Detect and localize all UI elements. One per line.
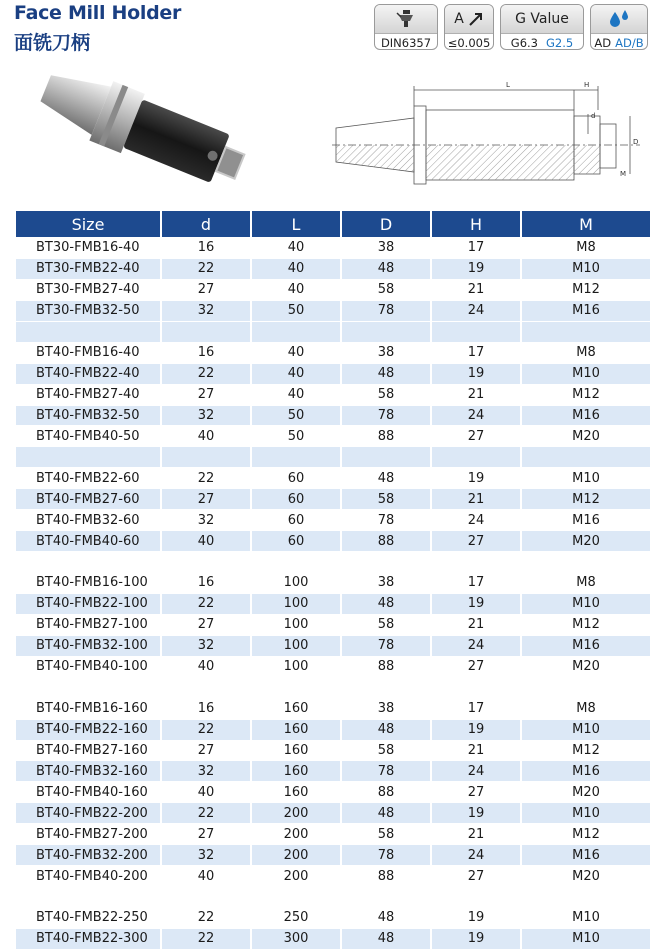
table-cell: BT30-FMB22-40 (16, 259, 160, 279)
table-cell: M16 (522, 761, 650, 781)
table-row (16, 761, 650, 781)
table-row (16, 385, 650, 405)
table-cell: BT30-FMB27-40 (36, 282, 140, 298)
table-cell: 21 (432, 489, 520, 509)
table-cell: M16 (522, 636, 650, 656)
table-row (16, 510, 650, 530)
table-row (16, 573, 650, 593)
table-cell: M10 (522, 594, 650, 614)
drawing-label-h: H (584, 81, 590, 89)
table-cell: 48 (342, 259, 430, 279)
table-cell: M8 (576, 345, 596, 361)
table-row (16, 594, 650, 614)
table-cell: M12 (572, 742, 600, 758)
table-cell: BT40-FMB32-50 (16, 406, 160, 426)
table-cell: 22 (162, 364, 250, 384)
table-cell: 22 (162, 259, 250, 279)
table-row (16, 741, 650, 761)
table-row (16, 280, 650, 300)
table-cell: 32 (197, 512, 215, 528)
table-cell: BT40-FMB22-160 (16, 720, 160, 740)
table-cell: 21 (467, 826, 485, 842)
table-cell: 100 (283, 617, 309, 633)
product-photo (28, 58, 260, 198)
table-cell: M12 (522, 489, 650, 509)
table-cell: BT40-FMB32-100 (16, 636, 160, 656)
table-cell: 24 (432, 406, 520, 426)
size-table (14, 210, 652, 950)
table-cell: M12 (572, 826, 600, 842)
table-cell: BT40-FMB22-100 (16, 594, 160, 614)
group-separator-row (16, 678, 650, 698)
table-cell: 19 (432, 594, 520, 614)
table-cell: M20 (572, 659, 600, 675)
table-cell: 27 (467, 428, 485, 444)
table-cell: 100 (283, 575, 309, 591)
table-cell: 24 (467, 512, 485, 528)
table-cell: BT40-FMB32-160 (16, 761, 160, 781)
table-cell: 19 (467, 910, 485, 926)
table-cell: BT30-FMB16-40 (36, 240, 140, 256)
table-cell: 16 (197, 575, 215, 591)
table-cell: BT40-FMB22-60 (36, 470, 140, 486)
table-cell: 27 (197, 617, 215, 633)
table-cell: M20 (522, 531, 650, 551)
table-cell: 60 (287, 512, 305, 528)
table-cell: 160 (283, 784, 309, 800)
table-cell: BT40-FMB40-200 (36, 868, 148, 884)
table-cell: 48 (377, 910, 395, 926)
table-cell: 78 (342, 406, 430, 426)
table-cell: M10 (572, 470, 600, 486)
table-cell: 200 (252, 845, 340, 865)
spec-balance (500, 4, 584, 50)
table-row (16, 699, 650, 719)
table-cell: 48 (342, 803, 430, 823)
table-cell: 40 (197, 868, 215, 884)
table-row (16, 636, 650, 656)
group-separator-row (16, 887, 650, 907)
table-cell: 100 (283, 659, 309, 675)
spec-accuracy-value: ≤0.005 (447, 35, 491, 50)
table-cell: M12 (572, 387, 600, 403)
spec-coolant-alt: AD/B (615, 35, 644, 50)
table-cell: 160 (252, 720, 340, 740)
table-cell: 22 (162, 929, 250, 949)
table-cell: M8 (576, 240, 596, 256)
table-row (16, 406, 650, 426)
group-separator-row (16, 322, 650, 342)
table-header (16, 211, 650, 237)
table-cell: 50 (252, 406, 340, 426)
table-cell: 32 (162, 845, 250, 865)
table-cell: 200 (252, 803, 340, 823)
table-cell: 24 (432, 845, 520, 865)
table-cell: M10 (522, 720, 650, 740)
table-cell: 38 (377, 701, 395, 717)
table-row (16, 259, 650, 279)
table-cell: 38 (377, 240, 395, 256)
runout-arrow-icon (468, 11, 484, 27)
table-row (16, 782, 650, 802)
table-row (16, 720, 650, 740)
table-cell: M20 (572, 868, 600, 884)
table-cell: 16 (197, 701, 215, 717)
table-cell: 78 (342, 761, 430, 781)
table-cell: 200 (283, 868, 309, 884)
table-cell: 58 (342, 489, 430, 509)
table-row (16, 238, 650, 258)
table-cell: 32 (162, 301, 250, 321)
table-cell: 24 (432, 636, 520, 656)
table-cell: 78 (342, 636, 430, 656)
table-row (16, 657, 650, 677)
table-cell: BT40-FMB40-50 (36, 428, 140, 444)
table-cell: 78 (342, 845, 430, 865)
table-cell: 48 (342, 594, 430, 614)
table-cell: 22 (162, 720, 250, 740)
table-cell: M10 (522, 803, 650, 823)
table-cell: BT40-FMB27-60 (16, 489, 160, 509)
table-cell: M16 (522, 406, 650, 426)
table-cell: 27 (197, 387, 215, 403)
table-cell: 40 (252, 259, 340, 279)
technical-drawing (330, 76, 642, 194)
table-cell: 38 (377, 345, 395, 361)
table-row (16, 468, 650, 488)
table-cell: M8 (576, 701, 596, 717)
table-cell: 19 (432, 259, 520, 279)
table-cell: 40 (287, 345, 305, 361)
table-cell: 50 (287, 428, 305, 444)
group-separator-row (16, 447, 650, 467)
col-d: d (162, 211, 250, 237)
table-cell: BT40-FMB32-200 (16, 845, 160, 865)
table-cell: 40 (252, 364, 340, 384)
table-cell: 16 (197, 240, 215, 256)
table-cell: 88 (342, 531, 430, 551)
table-cell: M8 (576, 575, 596, 591)
table-cell: 160 (283, 742, 309, 758)
col-big-d: D (342, 211, 430, 237)
table-cell: BT40-FMB32-60 (36, 512, 140, 528)
table-cell: 19 (432, 929, 520, 949)
table-cell: M10 (522, 364, 650, 384)
spec-coolant-value: AD (594, 35, 612, 50)
table-cell: 50 (252, 301, 340, 321)
table-cell: M12 (572, 282, 600, 298)
table-cell: 48 (342, 364, 430, 384)
table-row (16, 824, 650, 844)
col-h: H (432, 211, 520, 237)
table-cell: 38 (377, 575, 395, 591)
table-cell: BT40-FMB40-160 (36, 784, 148, 800)
table-cell: 48 (377, 470, 395, 486)
coolant-drops-icon (607, 9, 631, 29)
table-cell: 58 (377, 282, 395, 298)
table-cell: 88 (377, 428, 395, 444)
table-row (16, 426, 650, 446)
table-cell: 27 (467, 784, 485, 800)
table-body (16, 238, 650, 949)
table-cell: BT40-FMB27-100 (36, 617, 148, 633)
table-cell: 40 (197, 784, 215, 800)
table-cell: BT40-FMB27-160 (36, 742, 148, 758)
table-cell: BT40-FMB22-300 (16, 929, 160, 949)
table-cell: 22 (197, 470, 215, 486)
table-cell: 40 (197, 428, 215, 444)
spec-balance-value: G6.3 (510, 35, 538, 50)
table-cell: 24 (432, 301, 520, 321)
table-cell: 22 (162, 594, 250, 614)
table-cell: 48 (342, 929, 430, 949)
table-cell: 27 (197, 826, 215, 842)
table-cell: 100 (252, 636, 340, 656)
table-row (16, 845, 650, 865)
table-cell: M12 (572, 617, 600, 633)
spec-coolant (590, 4, 648, 50)
drawing-label-m: M (620, 170, 627, 178)
table-cell: 27 (467, 868, 485, 884)
group-separator-row (16, 552, 650, 572)
table-cell: 160 (252, 761, 340, 781)
table-row (16, 364, 650, 384)
table-cell: 19 (432, 803, 520, 823)
page-title-chinese: 面铣刀柄 (14, 32, 91, 54)
table-cell: BT30-FMB32-50 (16, 301, 160, 321)
table-cell: 40 (287, 282, 305, 298)
table-cell: M10 (522, 259, 650, 279)
table-cell: 32 (162, 406, 250, 426)
table-cell: 40 (287, 387, 305, 403)
table-cell: 200 (283, 826, 309, 842)
col-l: L (252, 211, 340, 237)
table-cell: 22 (197, 910, 215, 926)
col-m: M (522, 211, 650, 237)
table-cell: 21 (467, 387, 485, 403)
table-cell: BT40-FMB40-100 (36, 659, 148, 675)
spec-standard-value: DIN6357 (380, 35, 432, 50)
table-cell: 27 (197, 742, 215, 758)
table-cell: 300 (252, 929, 340, 949)
table-cell: 21 (467, 282, 485, 298)
table-cell: 88 (377, 868, 395, 884)
table-cell: 21 (467, 617, 485, 633)
table-cell: 100 (252, 594, 340, 614)
table-cell: 58 (377, 387, 395, 403)
spec-accuracy-label: A (454, 11, 464, 27)
tool-holder-icon (395, 9, 417, 29)
table-cell: 40 (197, 659, 215, 675)
table-cell: 27 (162, 489, 250, 509)
table-row (16, 489, 650, 509)
spec-balance-alt: G2.5 (546, 35, 574, 50)
table-cell: 16 (197, 345, 215, 361)
table-cell: 160 (283, 701, 309, 717)
table-cell: 17 (467, 575, 485, 591)
table-cell: 17 (467, 240, 485, 256)
table-cell: M16 (572, 512, 600, 528)
table-cell: 58 (377, 617, 395, 633)
table-cell: 60 (252, 531, 340, 551)
table-cell: 58 (377, 826, 395, 842)
table-cell: 19 (432, 364, 520, 384)
table-row (16, 343, 650, 363)
table-row (16, 301, 650, 321)
table-cell: BT40-FMB16-40 (36, 345, 140, 361)
drawing-label-d: d (591, 112, 596, 120)
table-cell: 58 (377, 742, 395, 758)
table-cell: 27 (197, 282, 215, 298)
table-cell: 88 (377, 659, 395, 675)
table-cell: BT40-FMB27-40 (36, 387, 140, 403)
table-cell: BT40-FMB22-200 (16, 803, 160, 823)
table-cell: 27 (467, 659, 485, 675)
table-cell: M16 (522, 845, 650, 865)
table-cell: 60 (252, 489, 340, 509)
table-cell: 17 (467, 345, 485, 361)
drawing-label-l: L (506, 81, 510, 89)
table-cell: 250 (283, 910, 309, 926)
table-row (16, 866, 650, 886)
table-cell: 32 (162, 761, 250, 781)
col-size: Size (16, 211, 160, 237)
table-row (16, 908, 650, 928)
table-cell: BT40-FMB27-200 (36, 826, 148, 842)
table-cell: BT40-FMB22-250 (36, 910, 148, 926)
table-cell: 78 (342, 301, 430, 321)
table-row (16, 531, 650, 551)
table-cell: M10 (522, 929, 650, 949)
table-cell: 22 (162, 803, 250, 823)
table-cell: 48 (342, 720, 430, 740)
page-title: Face Mill Holder (14, 2, 182, 24)
table-cell: 78 (377, 512, 395, 528)
table-cell: BT40-FMB16-160 (36, 701, 148, 717)
table-cell: M16 (522, 301, 650, 321)
table-cell: 40 (287, 240, 305, 256)
table-cell: 60 (287, 470, 305, 486)
table-cell: BT40-FMB16-100 (36, 575, 148, 591)
table-cell: M10 (572, 910, 600, 926)
table-cell: 19 (467, 470, 485, 486)
table-cell: BT40-FMB40-60 (16, 531, 160, 551)
table-cell: 19 (432, 720, 520, 740)
spec-standard (374, 4, 438, 50)
table-cell: M20 (572, 784, 600, 800)
table-row (16, 615, 650, 635)
drawing-label-big-d: D (633, 138, 639, 146)
table-cell: 88 (377, 784, 395, 800)
table-cell: 17 (467, 701, 485, 717)
table-cell: 27 (432, 531, 520, 551)
table-cell: 24 (432, 761, 520, 781)
table-row (16, 803, 650, 823)
table-cell: 40 (162, 531, 250, 551)
table-cell: BT40-FMB22-40 (16, 364, 160, 384)
table-cell: 21 (467, 742, 485, 758)
spec-accuracy (444, 4, 494, 50)
table-cell: M20 (572, 428, 600, 444)
table-cell: 32 (162, 636, 250, 656)
spec-balance-label: G Value (501, 5, 583, 34)
